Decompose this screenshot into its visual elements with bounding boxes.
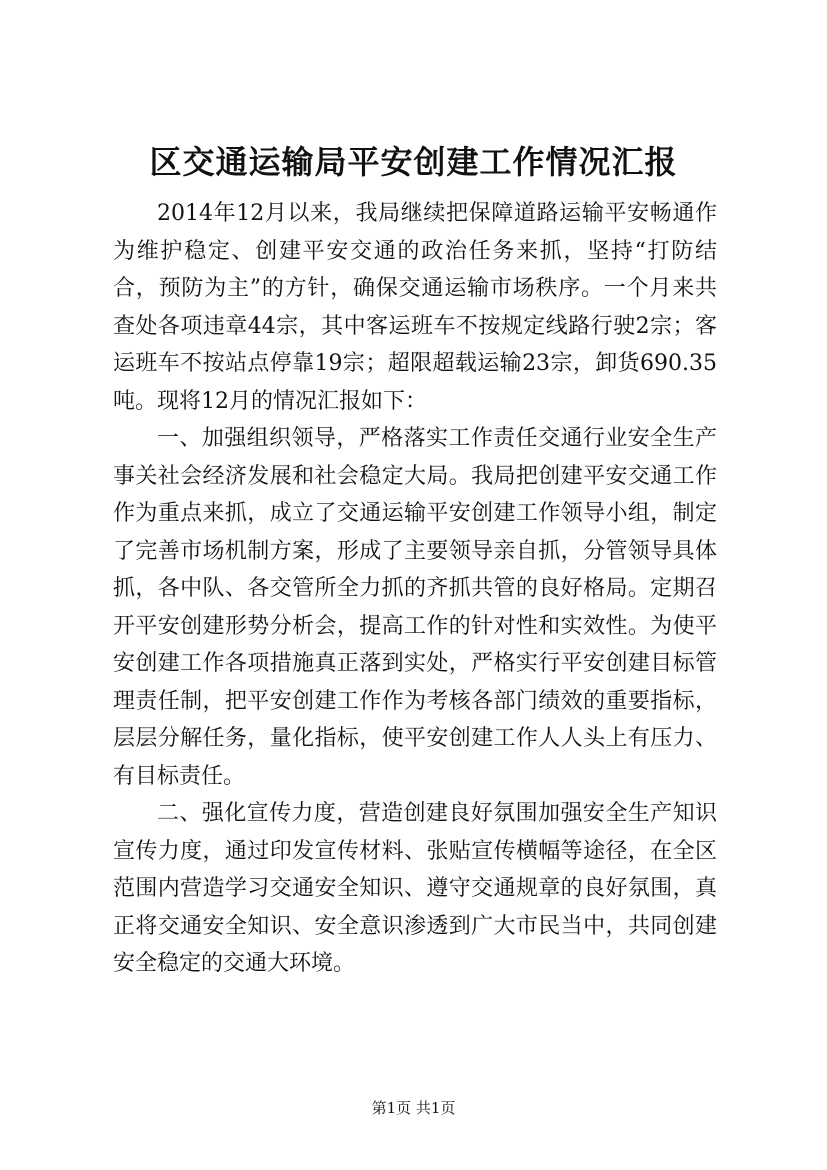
page-footer: 第1页 共1页 — [371, 1099, 456, 1117]
paragraph-section-1: 一、加强组织领导，严格落实工作责任交通行业安全生产事关社会经济发展和社会稳定大局。我局把创建平安交通工作作为重点来抓，成立了交通运输平安创建工作领导小组，制定了完善市场机制方案，形成了主要领导亲自抓，分管领导具体抓，各中队、各交管所全力抓的齐抓共管的良好格局。定期召开平安创建形势分析会，提高工作的针对性和实效性。为使平安创建工作各项措施真正落到实处，严格实行平安创建目标管理责任制，把平安创建工作作为考核各部门绩效的重要指标，层层分解任务，量化指标，使平安创建工作人人头上有压力、有目标责任。 — [113, 426, 717, 789]
paragraph-intro: 2014年12月以来，我局继续把保障道路运输平安畅通作为维护稳定、创建平安交通的政治任务来抓，坚持“打防结合，预防为主”的方针，确保交通运输市场秩序。一个月来共查处各项违章44宗，其中客运班车不按规定线路行驶2宗；客运班车不按站点停靠19宗；超限超载运输23宗，卸货690.35吨。现将12月的情况汇报如下： — [113, 201, 717, 414]
document-body — [113, 195, 717, 983]
paragraph-section-2: 二、强化宣传力度，营造创建良好氛围加强安全生产知识宣传力度，通过印发宣传材料、张贴宣传横幅等途径，在全区范围内营造学习交通安全知识、遵守交通规章的良好氛围，真正将交通安全知识、安全意识渗透到广大市民当中，共同创建安全稳定的交通大环境。 — [113, 801, 717, 976]
document-title: 区交通运输局平安创建工作情况汇报 — [149, 143, 678, 181]
